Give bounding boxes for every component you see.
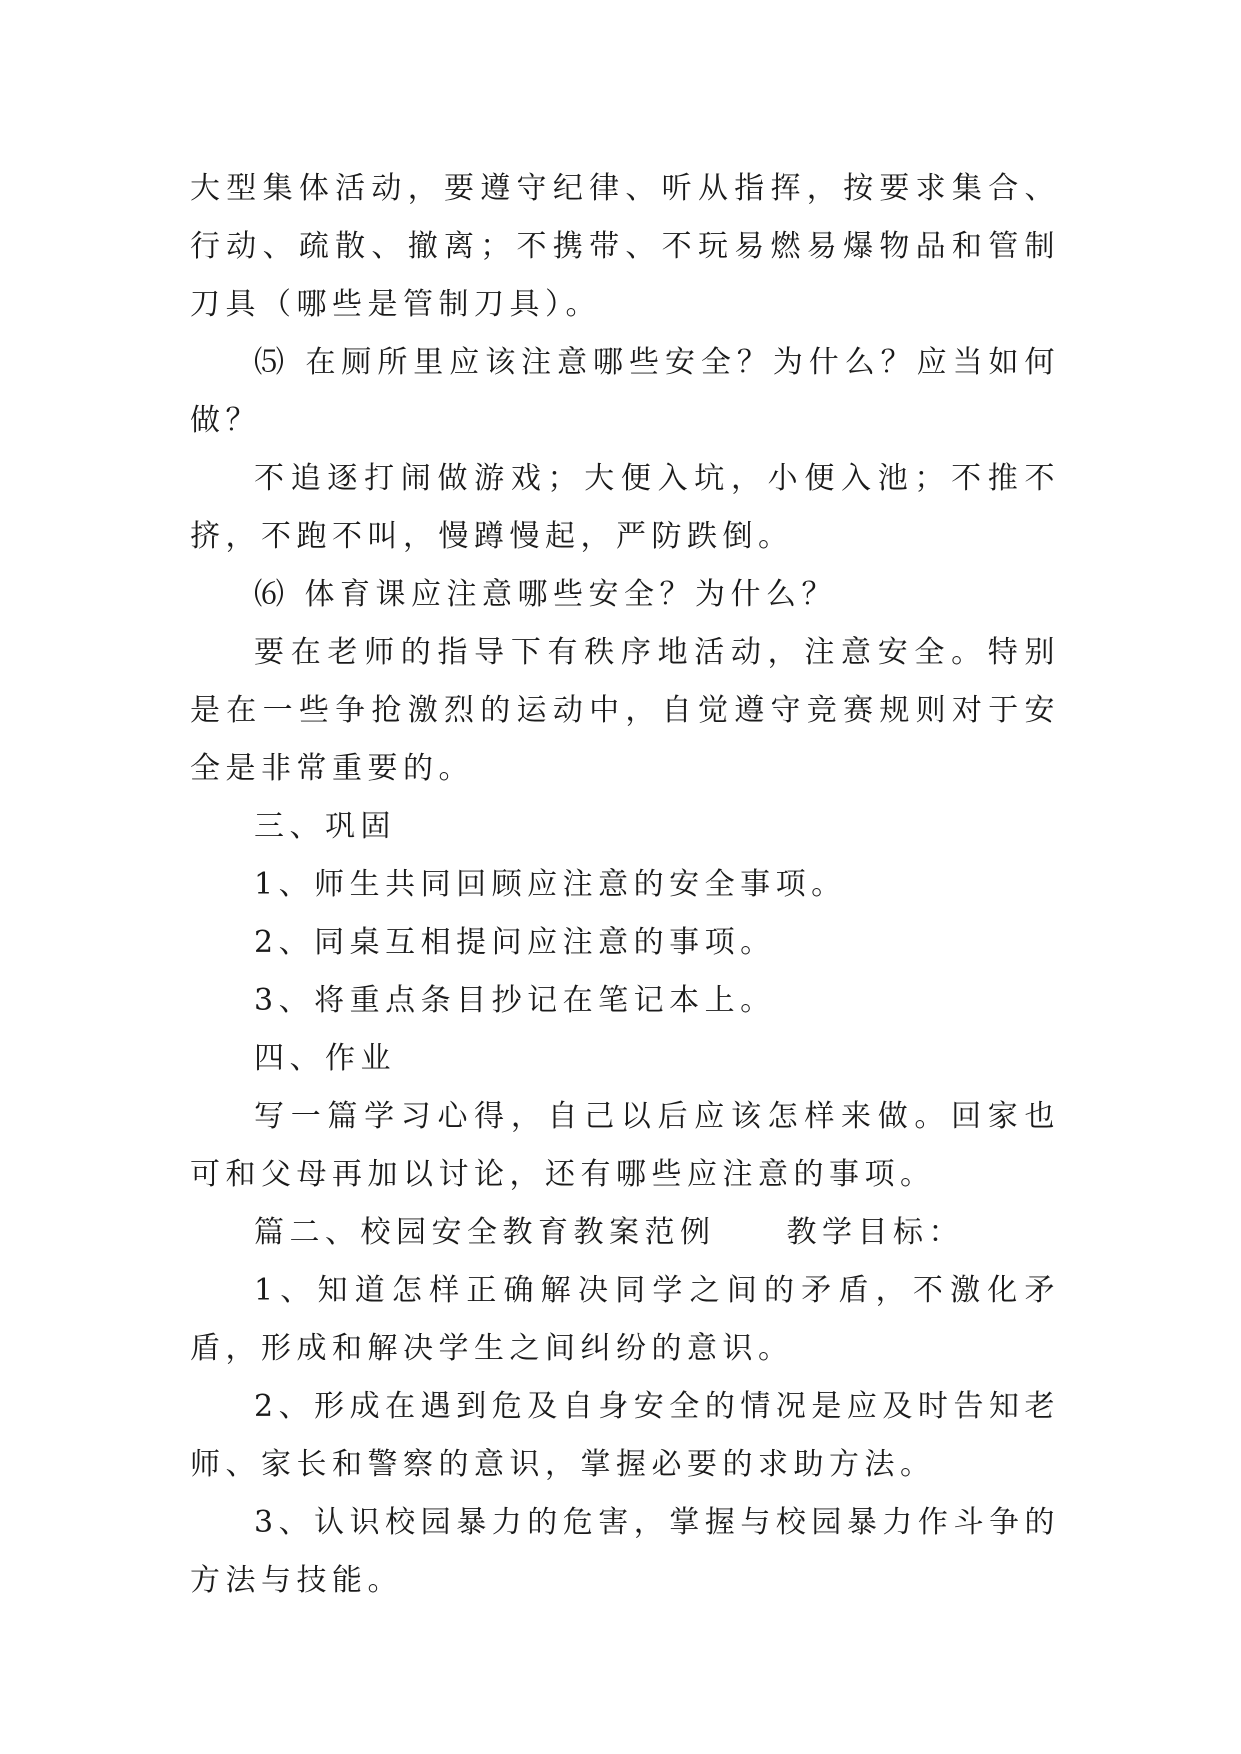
section-heading-consolidate: 三、巩固 (254, 809, 396, 844)
section-heading-homework: 四、作业 (254, 1041, 396, 1076)
document-body (190, 160, 1060, 1610)
objective-item: 1、知道怎样正确解决同学之间的矛盾，不激化矛盾，形成和解决学生之间纠纷的意识。 (190, 1273, 1060, 1366)
list-item: 2、同桌互相提问应注意的事项。 (254, 925, 776, 960)
list-item: 3、将重点条目抄记在笔记本上。 (254, 983, 776, 1018)
article-two-heading: 篇二、校园安全教育教案范例 教学目标： (254, 1215, 964, 1250)
question-pe-safety: ⑹ 体育课应注意哪些安全？为什么？ (254, 577, 838, 612)
objective-item: 2、形成在遇到危及自身安全的情况是应及时告知老师、家长和警察的意识，掌握必要的求助方法。 (190, 1389, 1060, 1482)
list-item: 1、师生共同回顾应注意的安全事项。 (254, 867, 847, 902)
answer-pe-safety: 要在老师的指导下有秩序地活动，注意安全。特别是在一些争抢激烈的运动中，自觉遵守竞赛规则对于安全是非常重要的。 (190, 635, 1060, 786)
question-toilet-safety: ⑸ 在厕所里应该注意哪些安全？为什么？应当如何做？ (190, 345, 1060, 438)
homework-text: 写一篇学习心得，自己以后应该怎样来做。回家也可和父母再加以讨论，还有哪些应注意的事项。 (190, 1099, 1060, 1192)
answer-toilet-safety: 不追逐打闹做游戏；大便入坑，小便入池；不推不挤，不跑不叫，慢蹲慢起，严防跌倒。 (190, 461, 1060, 554)
objective-item: 3、认识校园暴力的危害，掌握与校园暴力作斗争的方法与技能。 (190, 1505, 1060, 1598)
paragraph-continuation: 大型集体活动，要遵守纪律、听从指挥，按要求集合、行动、疏散、撤离；不携带、不玩易燃易爆物品和管制刀具（哪些是管制刀具）。 (190, 171, 1060, 322)
